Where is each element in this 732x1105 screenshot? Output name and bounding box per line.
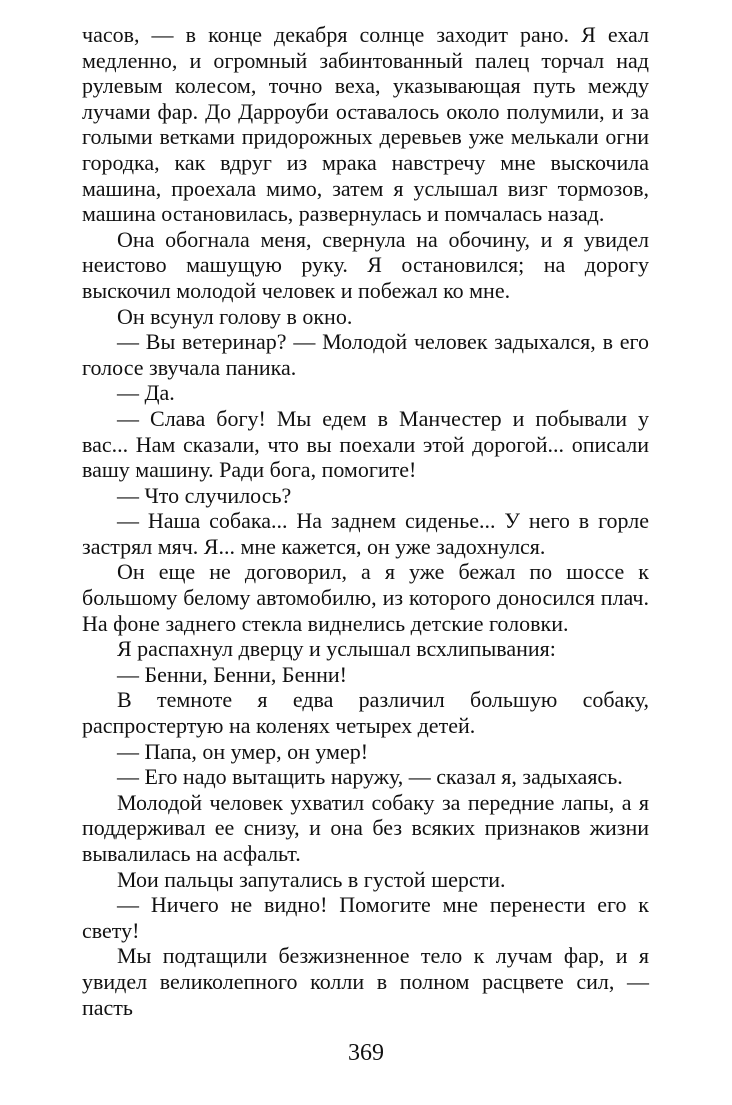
paragraph-13: — Папа, он умер, он умер! (117, 738, 369, 764)
paragraph-2: Она обогнала меня, свернула на обочину, и я увидел неистово машущую руку. Я остановился; на дорогу выскочил молодой человек и побежал ко мне. (82, 226, 649, 303)
paragraph-15: Молодой человек ухватил собаку за передние лапы, а я поддерживал ее снизу, и она без всяких признаков жизни вывалилась на асфальт. (82, 789, 649, 866)
paragraph-11: — Бенни, Бенни, Бенни! (117, 661, 347, 687)
paragraph-5: — Да. (117, 380, 175, 406)
paragraph-12: В темноте я едва различил большую собаку, распростертую на коленях четырех детей. (82, 687, 649, 739)
paragraph-8: — Наша собака... На заднем сиденье... У него в горле застрял мяч. Я... мне кажется, он уже задохнулся. (82, 508, 649, 559)
paragraph-6: — Слава богу! Мы едем в Манчестер и побывали у вас... Нам сказали, что вы поехали этой дорогой... описали вашу машину. Ради бога, помогите! (82, 405, 649, 483)
page-body (82, 22, 649, 1020)
paragraph-10: Я распахнул дверцу и услышал всхлипывания: (117, 636, 556, 662)
paragraph-3: Он всунул голову в окно. (117, 303, 353, 329)
paragraph-9: Он еще не договорил, а я уже бежал по шоссе к большому белому автомобилю, из которого доносился плач. На фоне заднего стекла виднелись детские головки. (82, 559, 649, 636)
paragraph-17: — Ничего не видно! Помогите мне перенести его к свету! (82, 892, 649, 943)
paragraph-14: — Его надо вытащить наружу, — сказал я, задыхаясь. (117, 764, 623, 790)
page-number: 369 (348, 1040, 384, 1066)
paragraph-7: — Что случилось? (117, 482, 292, 508)
paragraph-4: — Вы ветеринар? — Молодой человек задыхался, в его голосе звучала паника. (82, 329, 649, 380)
paragraph-18: Мы подтащили безжизненное тело к лучам фар, и я увидел великолепного колли в полном расцвете сил, — пасть (82, 943, 649, 1020)
paragraph-16: Мои пальцы запутались в густой шерсти. (117, 866, 506, 892)
paragraph-1: часов, — в конце декабря солнце заходит рано. Я ехал медленно, и огромный забинтованный палец торчал над рулевым колесом, точно веха, указывающая путь между лучами фар. До Дарроуби оставалось около полумили, и за голыми ветками придорожных деревьев уже мелькали огни городка, как вдруг из мрака навстречу мне выскочила машина, проехала мимо, затем я услышал визг тормозов, машина остановилась, развернулась и помчалась назад. (82, 22, 649, 227)
